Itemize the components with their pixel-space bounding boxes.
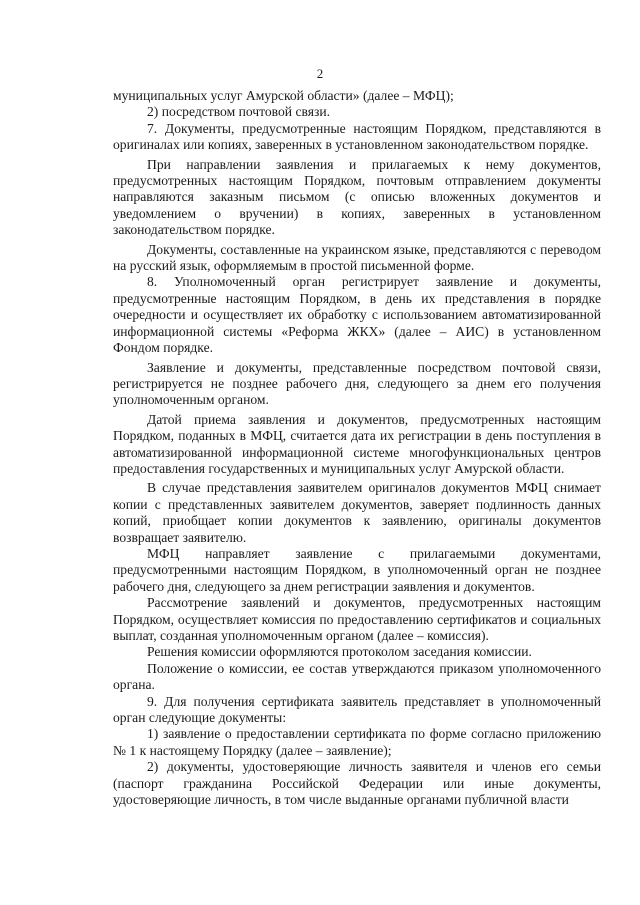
paragraph: 1) заявление о предоставлении сертификата по форме согласно приложению № 1 к настоящему Порядку (далее – заявление); [113, 726, 601, 758]
paragraph: 9. Для получения сертификата заявитель представляет в уполномоченный орган следующие документы: [113, 693, 601, 726]
paragraph: 2) документы, удостоверяющие личность заявителя и членов его семьи (паспорт гражданина Российской Федерации или иные документы, удостоверяющие личность, в том числе выданные органами публичной власти [113, 759, 601, 808]
paragraph: При направлении заявления и прилагаемых к нему документов, предусмотренных настоящим Порядком, почтовым отправлением документы направляются заказным письмом (с описью вложенных документов и уведомлением о вручении) в копиях, заверенных в установленном законодательством порядке. [113, 156, 601, 238]
paragraph: Заявление и документы, представленные посредством почтовой связи, регистрируется не позднее рабочего дня, следующего за днем его получения уполномоченным органом. [113, 359, 601, 408]
paragraph: 8. Уполномоченный орган регистрирует заявление и документы, предусмотренные настоящим Порядком, в день их представления в порядке очередности и осуществляет их обработку с использованием автоматизированной информационной системы «Реформа ЖКХ» (далее – АИС) в установленном Фондом порядке. [113, 274, 601, 356]
paragraph: МФЦ направляет заявление с прилагаемыми документами, предусмотренными настоящим Порядком, в уполномоченный орган не позднее рабочего дня, следующего за днем регистрации заявления и документов. [113, 545, 601, 594]
document-body [113, 88, 601, 808]
paragraph: В случае представления заявителем оригиналов документов МФЦ снимает копии с представленных заявителем документов, заверяет подлинность данных копий, приобщает копии документов к заявлению, оригиналы документов возвращает заявителю. [113, 480, 601, 545]
paragraph: Решения комиссии оформляются протоколом заседания комиссии. [147, 644, 532, 660]
paragraph: 2) посредством почтовой связи. [147, 104, 331, 120]
page-number: 2 [316, 66, 324, 81]
paragraph: 7. Документы, предусмотренные настоящим Порядком, представляются в оригиналах или копиях, заверенных в установленном законодательством порядке. [113, 120, 601, 153]
paragraph: Документы, составленные на украинском языке, представляются с переводом на русский язык, оформляемым в простой письменной форме. [113, 241, 601, 274]
paragraph: Датой приема заявления и документов, предусмотренных настоящим Порядком, поданных в МФЦ, считается дата их регистрации в день поступления в автоматизированной информационной системе многофункциональных центров предоставления государственных и муниципальных услуг Амурской области. [113, 411, 601, 476]
paragraph: муниципальных услуг Амурской области» (далее – МФЦ); [113, 88, 454, 103]
paragraph: Рассмотрение заявлений и документов, предусмотренных настоящим Порядком, осуществляет комиссия по предоставлению сертификатов и социальных выплат, созданная уполномоченным органом (далее – комиссия). [113, 595, 601, 643]
paragraph: Положение о комиссии, ее состав утверждаются приказом уполномоченного органа. [113, 660, 601, 693]
